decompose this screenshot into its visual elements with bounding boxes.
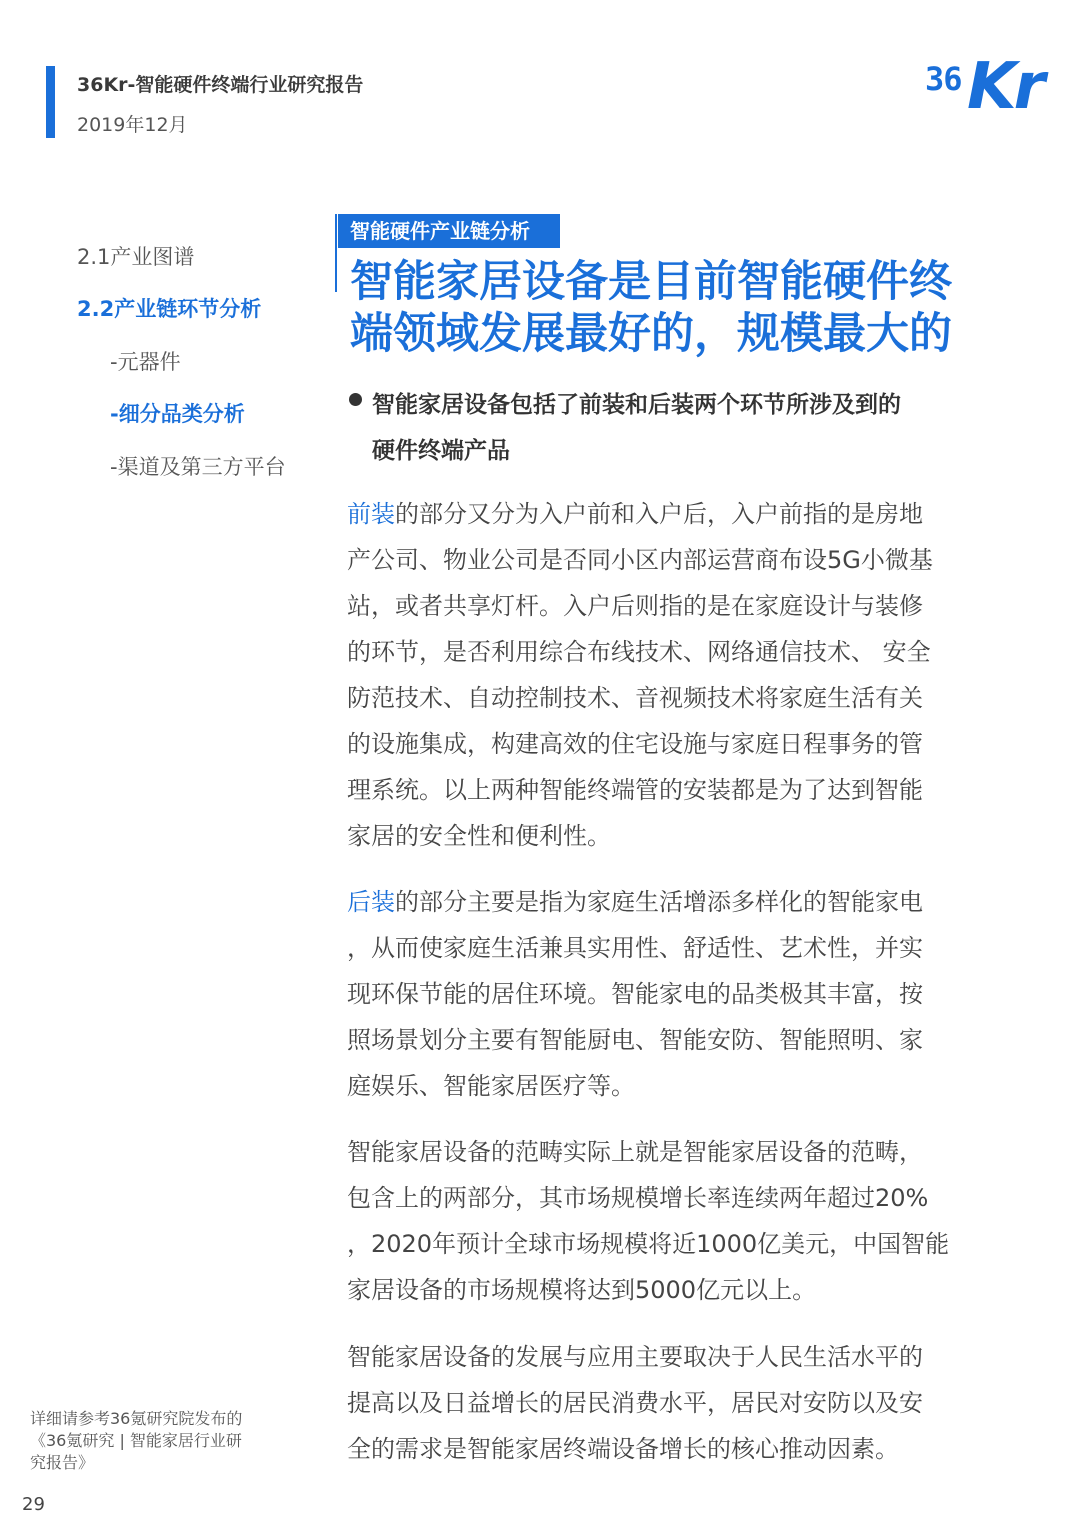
paragraph-front-install	[347, 491, 997, 859]
para-line: 站，或者共享灯杆。入户后则指的是在家庭设计与装修	[347, 592, 923, 620]
headline-line: 端领域发展最好的，规模最大的	[350, 309, 952, 359]
header-accent-bar	[46, 66, 55, 138]
para-line: 前装的部分又分为入户前和入户后，入户前指的是房地	[347, 500, 923, 528]
para-line: 现环保节能的居住环境。智能家电的品类极其丰富，按	[347, 980, 923, 1008]
toc-item-chain-analysis[interactable]: 2.2产业链环节分析	[77, 297, 262, 321]
para-line: 提高以及日益增长的居民消费水平，居民对安防以及安	[347, 1389, 923, 1417]
bullet-line: 智能家居设备包括了前装和后装两个环节所涉及到的	[372, 392, 901, 418]
para-line: ，2020年预计全球市场规模将近1000亿美元，中国智能	[347, 1230, 950, 1258]
logo-kr-text: Kr	[967, 50, 1043, 124]
footnote	[30, 1408, 280, 1474]
toc-item-components[interactable]: -元器件	[110, 350, 181, 374]
para-line: 产公司、物业公司是否同小区内部运营商布设5G小微基	[347, 546, 933, 574]
footnote-line: 详细请参考36氪研究院发布的	[30, 1409, 243, 1428]
report-title: 36Kr-智能硬件终端行业研究报告	[77, 74, 364, 96]
highlight-term: 后装	[347, 888, 395, 916]
footnote-line: 究报告》	[30, 1453, 95, 1472]
page-number: 29	[22, 1494, 45, 1515]
para-line: 智能家居设备的范畴实际上就是智能家居设备的范畴，	[347, 1138, 923, 1166]
para-line: 智能家居设备的发展与应用主要取决于人民生活水平的	[347, 1343, 923, 1371]
para-line: 全的需求是智能家居终端设备增长的核心推动因素。	[347, 1435, 899, 1463]
logo-36-text: 36	[925, 60, 962, 98]
paragraph-drivers	[347, 1334, 997, 1472]
bullet-icon	[349, 393, 362, 406]
para-line: 包含上的两部分，其市场规模增长率连续两年超过20%	[347, 1184, 929, 1212]
para-line: 的环节，是否利用综合布线技术、网络通信技术、 安全	[347, 638, 931, 666]
report-date: 2019年12月	[77, 114, 188, 136]
toc-item-channels[interactable]: -渠道及第三方平台	[110, 455, 286, 479]
para-line: 的设施集成，构建高效的住宅设施与家庭日程事务的管	[347, 730, 923, 758]
headline-rule	[335, 214, 337, 292]
para-line: 后装的部分主要是指为家庭生活增添多样化的智能家电	[347, 888, 923, 916]
bullet-line: 硬件终端产品	[372, 438, 510, 464]
toc-item-industry-map[interactable]: 2.1产业图谱	[77, 245, 195, 269]
bullet-text	[372, 382, 992, 474]
para-line: 防范技术、自动控制技术、音视频技术将家庭生活有关	[347, 684, 923, 712]
para-line: 家居的安全性和便利性。	[347, 822, 611, 850]
paragraph-market-size	[347, 1129, 997, 1313]
headline	[350, 256, 990, 360]
para-line: 庭娱乐、智能家居医疗等。	[347, 1072, 635, 1100]
para-line: ，从而使家庭生活兼具实用性、舒适性、艺术性，并实	[347, 934, 923, 962]
paragraph-after-install	[347, 879, 997, 1109]
headline-line: 智能家居设备是目前智能硬件终	[350, 257, 952, 307]
section-tag: 智能硬件产业链分析	[338, 214, 560, 248]
para-line: 照场景划分主要有智能厨电、智能安防、智能照明、家	[347, 1026, 923, 1054]
toc-item-category-analysis[interactable]: -细分品类分析	[110, 402, 245, 426]
para-line: 理系统。以上两种智能终端管的安装都是为了达到智能	[347, 776, 923, 804]
footnote-line: 《36氪研究 | 智能家居行业研	[30, 1431, 242, 1450]
highlight-term: 前装	[347, 500, 395, 528]
para-line: 家居设备的市场规模将达到5000亿元以上。	[347, 1276, 817, 1304]
36kr-logo	[925, 50, 1043, 126]
